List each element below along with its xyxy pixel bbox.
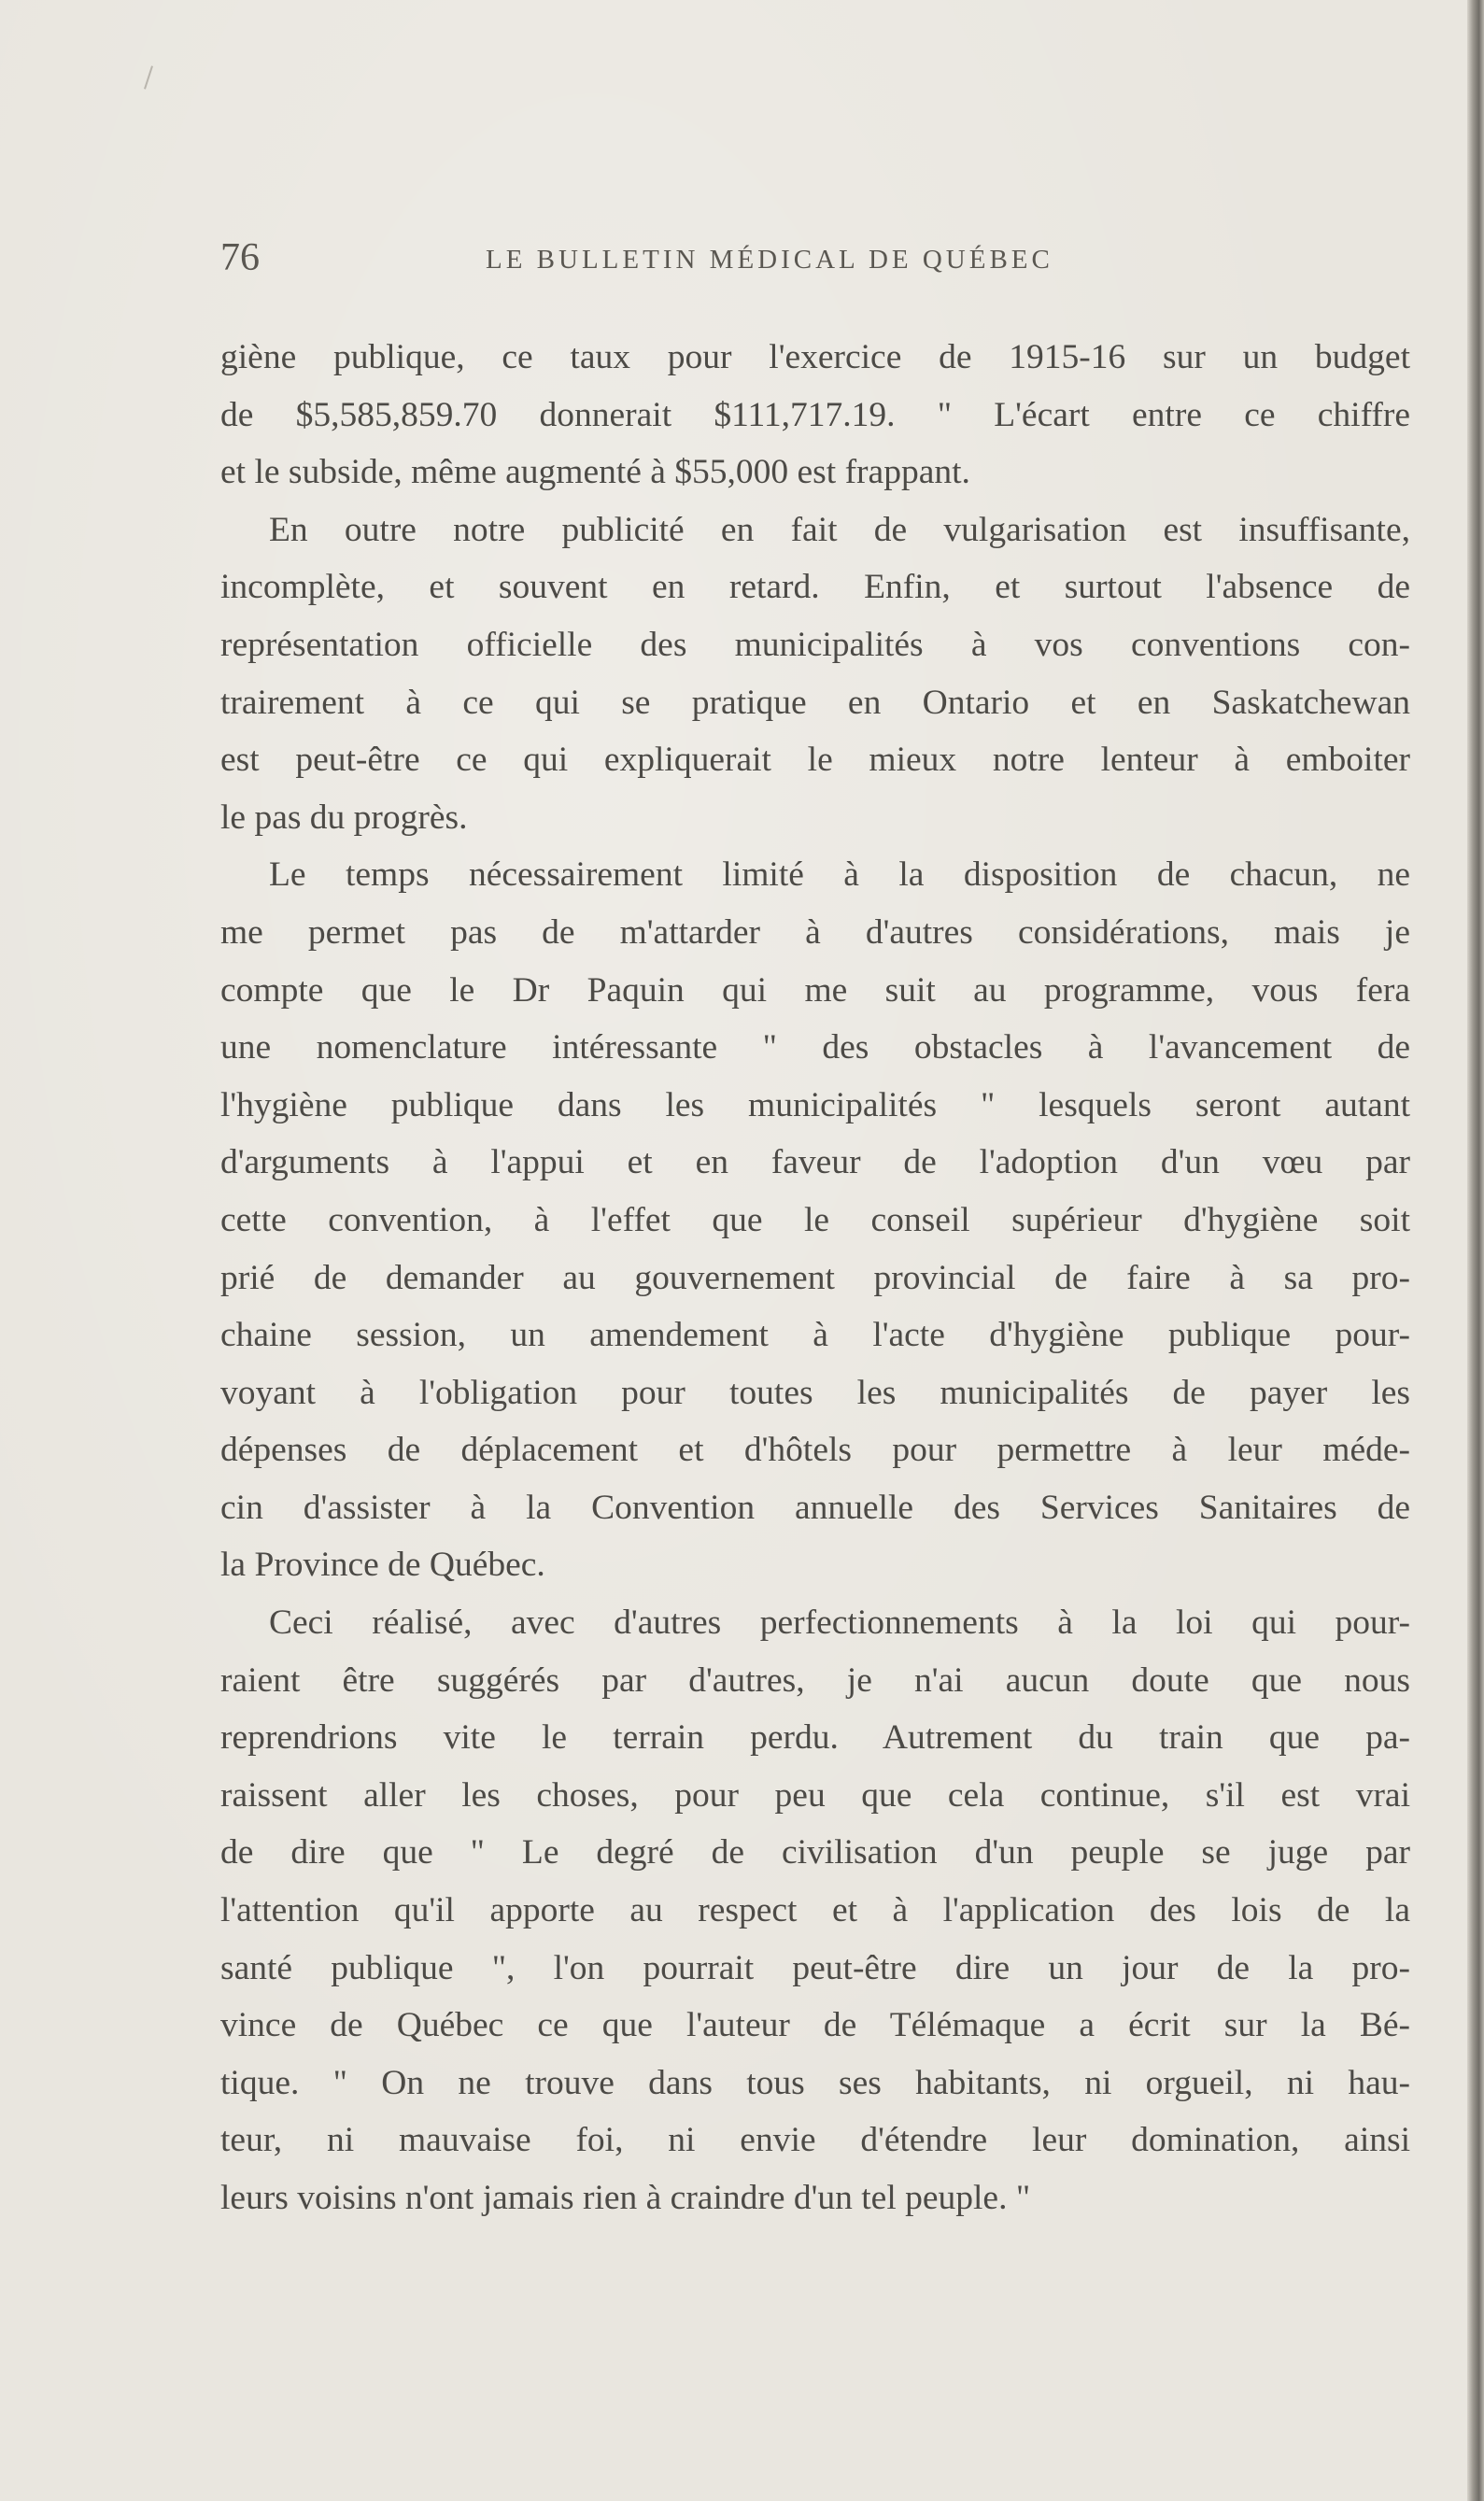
page-header xyxy=(0,230,1484,286)
text-line: raissent aller les choses, pour peu que cela continue, s'il est vrai xyxy=(220,1775,1410,1815)
text-line: une nomenclature intéressante " des obstacles à l'avancement de xyxy=(220,1028,1410,1067)
text-line: me permet pas de m'attarder à d'autres considérations, mais je xyxy=(220,912,1410,952)
text-line: le pas du progrès. xyxy=(220,798,468,837)
text-line: vince de Québec ce que l'auteur de Télémaque a écrit sur la Bé- xyxy=(220,2006,1410,2045)
text-line: Le temps nécessairement limité à la disposition de chacun, ne xyxy=(269,855,1410,895)
text-line: dépenses de déplacement et d'hôtels pour permettre à leur méde- xyxy=(220,1431,1410,1470)
body-text xyxy=(220,329,1410,2227)
text-line: giène publique, ce taux pour l'exercice de 1915-16 sur un budget xyxy=(220,338,1410,376)
text-line: Ceci réalisé, avec d'autres perfectionnements à la loi qui pour- xyxy=(269,1604,1410,1643)
text-line: reprendrions vite le terrain perdu. Autrement du train que pa- xyxy=(220,1718,1410,1758)
page-number: 76 xyxy=(220,236,260,279)
text-line: l'attention qu'il apporte au respect et à l'application des lois de la xyxy=(220,1891,1410,1930)
text-line: cin d'assister à la Convention annuelle des Services Sanitaires de xyxy=(220,1488,1410,1527)
text-line: l'hygiène publique dans les municipalités " lesquels seront autant xyxy=(220,1085,1410,1124)
text-line: raient être suggérés par d'autres, je n'ai aucun doute que nous xyxy=(220,1660,1410,1700)
text-line: chaine session, un amendement à l'acte d'hygiène publique pour- xyxy=(220,1316,1410,1355)
text-line: voyant à l'obligation pour toutes les municipalités de payer les xyxy=(220,1373,1410,1412)
text-line: trairement à ce qui se pratique en Ontario et en Saskatchewan xyxy=(220,683,1410,722)
text-line: incomplète, et souvent en retard. Enfin, et surtout l'absence de xyxy=(220,568,1410,607)
pencil-mark xyxy=(144,65,153,89)
text-line: santé publique ", l'on pourrait peut-être dire un jour de la pro- xyxy=(220,1948,1410,1987)
text-line: leurs voisins n'ont jamais rien à craindre d'un tel peuple. " xyxy=(220,2179,1031,2217)
text-line: tique. " On ne trouve dans tous ses habitants, ni orgueil, ni hau- xyxy=(220,2063,1410,2102)
text-line: d'arguments à l'appui et en faveur de l'adoption d'un vœu par xyxy=(220,1143,1410,1182)
text-line: compte que le Dr Paquin qui me suit au programme, vous fera xyxy=(220,970,1410,1010)
page-edge xyxy=(1467,0,1484,2501)
text-line: teur, ni mauvaise foi, ni envie d'étendre leur domination, ainsi xyxy=(220,2121,1410,2160)
text-line: de dire que " Le degré de civilisation d'un peuple se juge par xyxy=(220,1833,1410,1872)
text-line: cette convention, à l'effet que le conseil supérieur d'hygiène soit xyxy=(220,1200,1410,1239)
text-line: En outre notre publicité en fait de vulgarisation est insuffisante, xyxy=(269,510,1410,549)
text-line: de $5,585,859.70 donnerait $111,717.19. " L'écart entre ce chiffre xyxy=(220,395,1410,434)
text-line: représentation officielle des municipalités à vos conventions con- xyxy=(220,625,1410,664)
text-line: est peut-être ce qui expliquerait le mieux notre lenteur à emboiter xyxy=(220,741,1410,780)
text-line: la Province de Québec. xyxy=(220,1546,545,1585)
running-head: LE BULLETIN MÉDICAL DE QUÉBEC xyxy=(486,245,1053,275)
text-line: et le subside, même augmenté à $55,000 est frappant. xyxy=(220,453,970,492)
text-line: prié de demander au gouvernement provincial de faire à sa pro- xyxy=(220,1258,1410,1297)
